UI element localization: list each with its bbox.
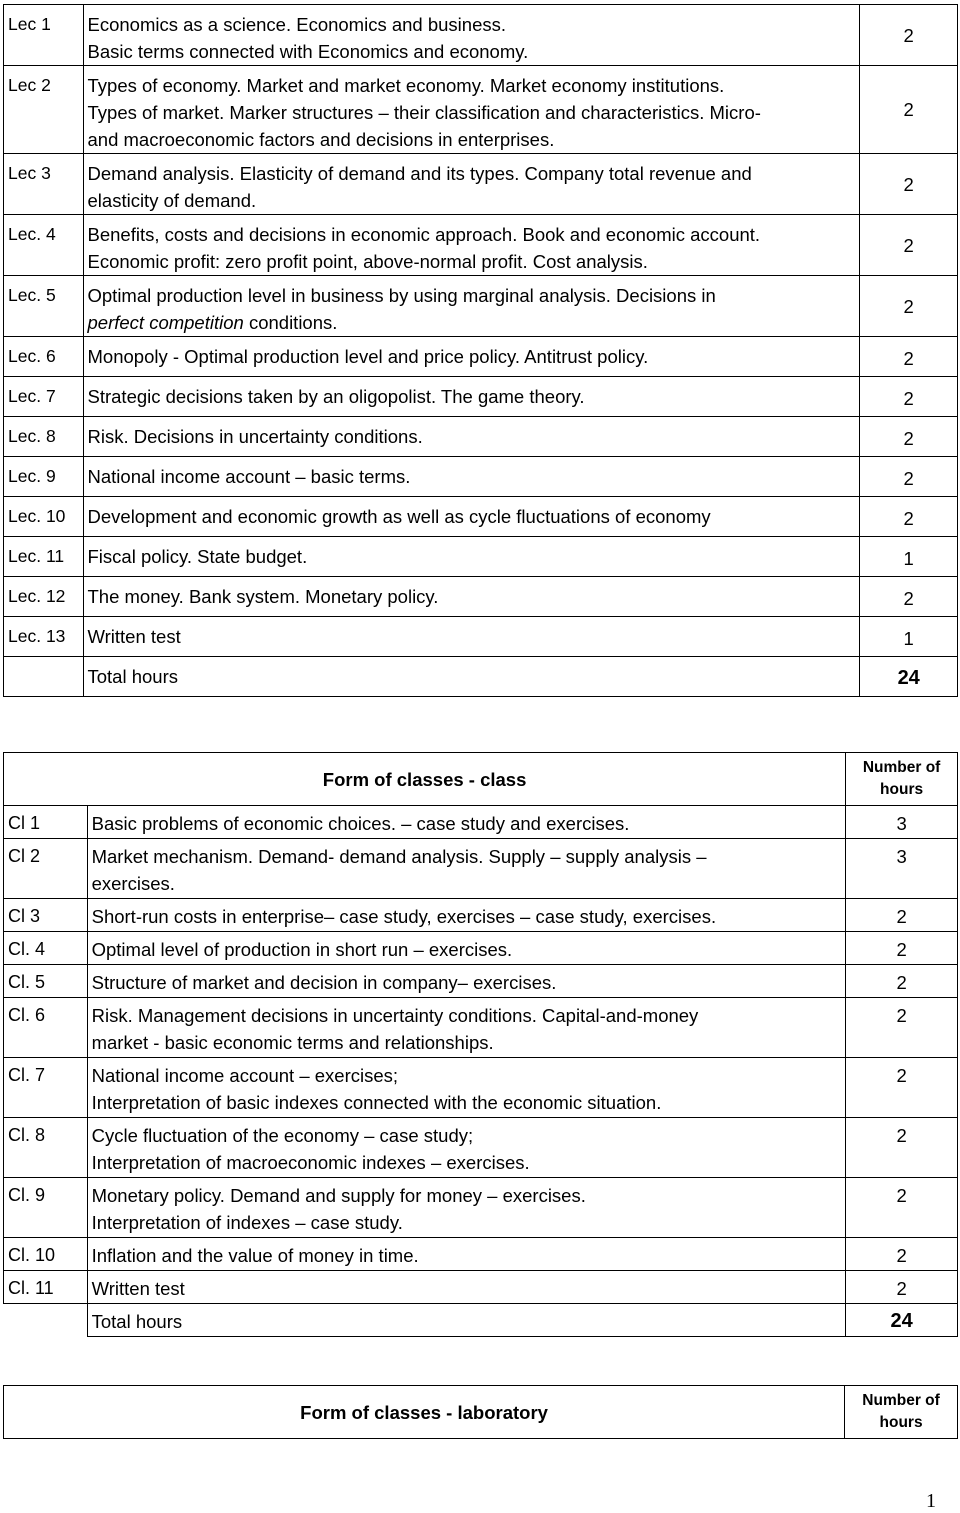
lecture-topic: Benefits, costs and decisions in economic approach. Book and economic account. Economic profit: zero profit point, above-normal profit. Cost analysis. xyxy=(83,215,860,276)
class-row xyxy=(4,899,958,932)
lecture-code: Lec. 10 xyxy=(4,497,84,537)
lecture-code: Lec 2 xyxy=(4,66,84,154)
classes-total-empty xyxy=(4,1304,88,1337)
class-hours: 2 xyxy=(846,1058,958,1118)
class-code: Cl 3 xyxy=(4,899,88,932)
laboratory-header: Form of classes - laboratory xyxy=(4,1386,845,1439)
lecture-hours: 1 xyxy=(860,537,958,577)
class-code: Cl. 4 xyxy=(4,932,88,965)
class-row xyxy=(4,1238,958,1271)
lecture-row xyxy=(4,537,958,577)
lecture-row xyxy=(4,577,958,617)
lecture-row xyxy=(4,337,958,377)
lecture-topic: The money. Bank system. Monetary policy. xyxy=(83,577,860,617)
class-row xyxy=(4,932,958,965)
class-row xyxy=(4,965,958,998)
class-code: Cl. 8 xyxy=(4,1118,88,1178)
classes-total-row xyxy=(4,1304,958,1337)
class-row xyxy=(4,998,958,1058)
lectures-table-body xyxy=(4,5,958,697)
lecture-topic xyxy=(83,276,860,337)
class-topic: Structure of market and decision in company– exercises. xyxy=(87,965,846,998)
page-number: 1 xyxy=(926,1490,936,1512)
lecture-row xyxy=(4,215,958,276)
lecture-hours: 2 xyxy=(860,577,958,617)
class-topic: Risk. Management decisions in uncertainty conditions. Capital-and-money market - basic economic terms and relationships. xyxy=(87,998,846,1058)
class-hours: 2 xyxy=(846,965,958,998)
lecture-code: Lec. 9 xyxy=(4,457,84,497)
lecture-topic: Demand analysis. Elasticity of demand and its types. Company total revenue and elasticity of demand. xyxy=(83,154,860,215)
lecture-topic: Risk. Decisions in uncertainty conditions. xyxy=(83,417,860,457)
lecture-row xyxy=(4,154,958,215)
class-hours: 2 xyxy=(846,1238,958,1271)
classes-header: Form of classes - class xyxy=(4,753,846,806)
lecture-topic-italic: perfect competition xyxy=(87,312,244,333)
lecture-hours: 2 xyxy=(860,337,958,377)
lecture-hours: 2 xyxy=(860,215,958,276)
class-row xyxy=(4,1271,958,1304)
lecture-topic: National income account – basic terms. xyxy=(83,457,860,497)
lecture-row xyxy=(4,377,958,417)
class-hours: 2 xyxy=(846,998,958,1058)
classes-table-body xyxy=(4,753,958,1337)
lecture-topic-text: Optimal production level in business by using marginal analysis. Decisions in xyxy=(87,285,716,306)
lecture-hours: 2 xyxy=(860,497,958,537)
lecture-topic: Development and economic growth as well as cycle fluctuations of economy xyxy=(83,497,860,537)
class-topic: Short-run costs in enterprise– case study, exercises – case study, exercises. xyxy=(87,899,846,932)
lecture-code: Lec 1 xyxy=(4,5,84,66)
lecture-topic-tail: conditions. xyxy=(243,312,338,333)
class-hours: 3 xyxy=(846,839,958,899)
class-topic: Written test xyxy=(87,1271,846,1304)
lecture-hours: 2 xyxy=(860,66,958,154)
lecture-code: Lec. 4 xyxy=(4,215,84,276)
class-topic: National income account – exercises; Interpretation of basic indexes connected with the economic situation. xyxy=(87,1058,846,1118)
lecture-row xyxy=(4,617,958,657)
class-row xyxy=(4,1118,958,1178)
lecture-code: Lec 3 xyxy=(4,154,84,215)
class-code: Cl. 7 xyxy=(4,1058,88,1118)
class-row xyxy=(4,1178,958,1238)
class-row xyxy=(4,806,958,839)
lecture-row xyxy=(4,5,958,66)
lecture-topic: Fiscal policy. State budget. xyxy=(83,537,860,577)
lecture-hours: 2 xyxy=(860,5,958,66)
class-code: Cl. 5 xyxy=(4,965,88,998)
class-row xyxy=(4,839,958,899)
lecture-hours: 2 xyxy=(860,377,958,417)
class-topic: Cycle fluctuation of the economy – case study; Interpretation of macroeconomic indexes – exercises. xyxy=(87,1118,846,1178)
lectures-total-row xyxy=(4,657,958,697)
class-code: Cl. 10 xyxy=(4,1238,88,1271)
class-hours: 2 xyxy=(846,932,958,965)
lecture-code: Lec. 7 xyxy=(4,377,84,417)
lecture-row xyxy=(4,417,958,457)
class-topic: Inflation and the value of money in time. xyxy=(87,1238,846,1271)
lecture-code: Lec. 12 xyxy=(4,577,84,617)
classes-header-row xyxy=(4,753,958,806)
class-row xyxy=(4,1058,958,1118)
lecture-row xyxy=(4,497,958,537)
lecture-topic: Types of economy. Market and market economy. Market economy institutions. Types of market. Marker structures – their classification and characteristics. Micro- and macroeconomic factors and decisions in enterprises. xyxy=(83,66,860,154)
lecture-row xyxy=(4,66,958,154)
classes-total-hours: 24 xyxy=(846,1304,958,1337)
lecture-code: Lec. 11 xyxy=(4,537,84,577)
class-topic: Market mechanism. Demand- demand analysis. Supply – supply analysis – exercises. xyxy=(87,839,846,899)
class-topic: Monetary policy. Demand and supply for money – exercises. Interpretation of indexes – case study. xyxy=(87,1178,846,1238)
class-hours: 2 xyxy=(846,1118,958,1178)
lecture-hours: 2 xyxy=(860,276,958,337)
class-hours: 3 xyxy=(846,806,958,839)
lecture-row xyxy=(4,457,958,497)
class-code: Cl 2 xyxy=(4,839,88,899)
classes-hours-header: Number of hours xyxy=(846,753,958,806)
laboratory-table xyxy=(3,1385,958,1439)
class-code: Cl. 6 xyxy=(4,998,88,1058)
lectures-table xyxy=(3,4,958,697)
lecture-hours: 2 xyxy=(860,417,958,457)
class-code: Cl. 9 xyxy=(4,1178,88,1238)
lecture-code: Lec. 5 xyxy=(4,276,84,337)
class-topic: Optimal level of production in short run – exercises. xyxy=(87,932,846,965)
lecture-code: Lec. 6 xyxy=(4,337,84,377)
lecture-topic: Written test xyxy=(83,617,860,657)
class-hours: 2 xyxy=(846,899,958,932)
class-code: Cl. 11 xyxy=(4,1271,88,1304)
lectures-total-empty xyxy=(4,657,84,697)
laboratory-hours-header: Number of hours xyxy=(845,1386,958,1439)
class-code: Cl 1 xyxy=(4,806,88,839)
classes-table xyxy=(3,752,958,1337)
lectures-total-label: Total hours xyxy=(83,657,860,697)
lecture-topic: Strategic decisions taken by an oligopolist. The game theory. xyxy=(83,377,860,417)
lecture-hours: 2 xyxy=(860,154,958,215)
class-hours: 2 xyxy=(846,1271,958,1304)
lecture-code: Lec. 13 xyxy=(4,617,84,657)
lecture-topic: Monopoly - Optimal production level and price policy. Antitrust policy. xyxy=(83,337,860,377)
classes-total-label: Total hours xyxy=(87,1304,846,1337)
lecture-hours: 2 xyxy=(860,457,958,497)
class-hours: 2 xyxy=(846,1178,958,1238)
lectures-total-hours: 24 xyxy=(860,657,958,697)
class-topic: Basic problems of economic choices. – case study and exercises. xyxy=(87,806,846,839)
lecture-row xyxy=(4,276,958,337)
lecture-topic: Economics as a science. Economics and business. Basic terms connected with Economics and economy. xyxy=(83,5,860,66)
lecture-hours: 1 xyxy=(860,617,958,657)
lecture-code: Lec. 8 xyxy=(4,417,84,457)
laboratory-header-row xyxy=(4,1386,958,1439)
